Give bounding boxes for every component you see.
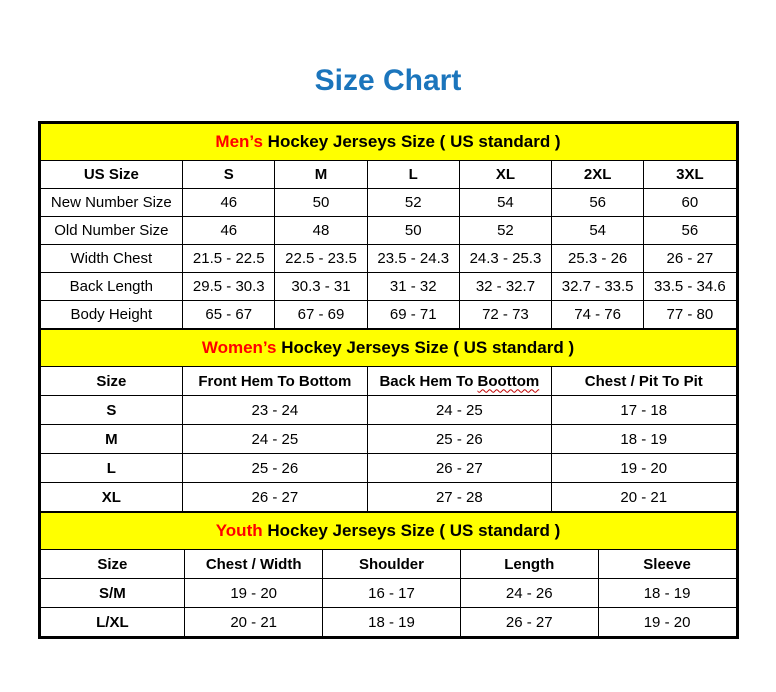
row-label: L/XL bbox=[40, 608, 185, 637]
section-title-rest: Hockey Jerseys Size ( US standard ) bbox=[262, 132, 561, 151]
section-band-row bbox=[40, 124, 736, 161]
table-row bbox=[40, 425, 736, 454]
column-header: Sleeve bbox=[598, 550, 736, 579]
column-header: Size bbox=[40, 367, 183, 396]
size-table bbox=[40, 329, 737, 512]
table-cell: 21.5 - 22.5 bbox=[183, 245, 275, 273]
table-cell: 23 - 24 bbox=[183, 396, 367, 425]
row-label: New Number Size bbox=[40, 189, 183, 217]
table-cell: 26 - 27 bbox=[367, 454, 551, 483]
column-header: Chest / Pit To Pit bbox=[552, 367, 736, 396]
section-title bbox=[40, 330, 736, 367]
table-cell: 20 - 21 bbox=[552, 483, 736, 512]
table-cell: 22.5 - 23.5 bbox=[275, 245, 367, 273]
column-header-row bbox=[40, 161, 736, 189]
table-row bbox=[40, 217, 736, 245]
table-cell: 19 - 20 bbox=[185, 579, 323, 608]
size-table bbox=[40, 512, 737, 637]
table-cell: 18 - 19 bbox=[552, 425, 736, 454]
row-label: Old Number Size bbox=[40, 217, 183, 245]
table-cell: 26 - 27 bbox=[183, 483, 367, 512]
column-header: L bbox=[367, 161, 459, 189]
table-cell: 30.3 - 31 bbox=[275, 273, 367, 301]
column-header: S bbox=[183, 161, 275, 189]
table-row bbox=[40, 396, 736, 425]
table-cell: 26 - 27 bbox=[644, 245, 736, 273]
table-cell: 72 - 73 bbox=[459, 301, 551, 329]
table-cell: 25 - 26 bbox=[183, 454, 367, 483]
column-header-row bbox=[40, 550, 736, 579]
table-cell: 17 - 18 bbox=[552, 396, 736, 425]
table-cell: 18 - 19 bbox=[598, 579, 736, 608]
row-label: S/M bbox=[40, 579, 185, 608]
table-cell: 52 bbox=[459, 217, 551, 245]
row-label: Back Length bbox=[40, 273, 183, 301]
table-cell: 24 - 25 bbox=[367, 396, 551, 425]
table-cell: 65 - 67 bbox=[183, 301, 275, 329]
table-cell: 26 - 27 bbox=[460, 608, 598, 637]
table-cell: 24 - 26 bbox=[460, 579, 598, 608]
table-row bbox=[40, 189, 736, 217]
column-header: Back Hem To Boottom bbox=[367, 367, 551, 396]
table-cell: 33.5 - 34.6 bbox=[644, 273, 736, 301]
table-row bbox=[40, 608, 736, 637]
column-header: Front Hem To Bottom bbox=[183, 367, 367, 396]
table-cell: 31 - 32 bbox=[367, 273, 459, 301]
table-cell: 77 - 80 bbox=[644, 301, 736, 329]
row-label: XL bbox=[40, 483, 183, 512]
column-header-row bbox=[40, 367, 736, 396]
table-cell: 46 bbox=[183, 189, 275, 217]
column-header: US Size bbox=[40, 161, 183, 189]
table-cell: 60 bbox=[644, 189, 736, 217]
section-title bbox=[40, 513, 736, 550]
table-cell: 69 - 71 bbox=[367, 301, 459, 329]
table-cell: 48 bbox=[275, 217, 367, 245]
misspelled-word: Boottom bbox=[477, 372, 540, 390]
table-cell: 29.5 - 30.3 bbox=[183, 273, 275, 301]
table-cell: 25 - 26 bbox=[367, 425, 551, 454]
column-header: Size bbox=[40, 550, 185, 579]
table-cell: 54 bbox=[459, 189, 551, 217]
size-chart-container bbox=[38, 121, 739, 639]
row-label: S bbox=[40, 396, 183, 425]
table-cell: 56 bbox=[644, 217, 736, 245]
table-cell: 19 - 20 bbox=[552, 454, 736, 483]
page-title: Size Chart bbox=[314, 64, 462, 97]
table-row bbox=[40, 483, 736, 512]
section-band-row bbox=[40, 513, 736, 550]
table-cell: 18 - 19 bbox=[323, 608, 461, 637]
row-label: M bbox=[40, 425, 183, 454]
table-cell: 16 - 17 bbox=[323, 579, 461, 608]
row-label: L bbox=[40, 454, 183, 483]
table-cell: 52 bbox=[367, 189, 459, 217]
table-cell: 32.7 - 33.5 bbox=[552, 273, 644, 301]
section-title-rest: Hockey Jerseys Size ( US standard ) bbox=[262, 521, 561, 540]
table-cell: 74 - 76 bbox=[552, 301, 644, 329]
table-cell: 56 bbox=[552, 189, 644, 217]
table-cell: 50 bbox=[367, 217, 459, 245]
column-header: 2XL bbox=[552, 161, 644, 189]
column-header: Shoulder bbox=[323, 550, 461, 579]
section-title-highlight: Youth bbox=[215, 521, 263, 540]
table-cell: 32 - 32.7 bbox=[459, 273, 551, 301]
size-table-section-mens bbox=[40, 123, 737, 329]
column-header: M bbox=[275, 161, 367, 189]
size-table-section-youth bbox=[40, 512, 737, 637]
table-row bbox=[40, 454, 736, 483]
table-cell: 27 - 28 bbox=[367, 483, 551, 512]
table-row bbox=[40, 245, 736, 273]
column-header: 3XL bbox=[644, 161, 736, 189]
table-cell: 54 bbox=[552, 217, 644, 245]
table-row bbox=[40, 579, 736, 608]
table-row bbox=[40, 273, 736, 301]
column-header: XL bbox=[459, 161, 551, 189]
column-header: Length bbox=[460, 550, 598, 579]
section-title-highlight: Men’s bbox=[215, 132, 263, 151]
table-row bbox=[40, 301, 736, 329]
section-title bbox=[40, 124, 736, 161]
section-title-rest: Hockey Jerseys Size ( US standard ) bbox=[276, 338, 575, 357]
section-title-highlight: Women’s bbox=[201, 338, 277, 357]
row-label: Width Chest bbox=[40, 245, 183, 273]
size-table-section-womens bbox=[40, 329, 737, 512]
column-header: Chest / Width bbox=[185, 550, 323, 579]
section-band-row bbox=[40, 330, 736, 367]
table-cell: 67 - 69 bbox=[275, 301, 367, 329]
table-cell: 24 - 25 bbox=[183, 425, 367, 454]
table-cell: 25.3 - 26 bbox=[552, 245, 644, 273]
table-cell: 20 - 21 bbox=[185, 608, 323, 637]
table-cell: 23.5 - 24.3 bbox=[367, 245, 459, 273]
table-cell: 24.3 - 25.3 bbox=[459, 245, 551, 273]
row-label: Body Height bbox=[40, 301, 183, 329]
table-cell: 46 bbox=[183, 217, 275, 245]
table-cell: 19 - 20 bbox=[598, 608, 736, 637]
size-table bbox=[40, 123, 737, 329]
table-cell: 50 bbox=[275, 189, 367, 217]
